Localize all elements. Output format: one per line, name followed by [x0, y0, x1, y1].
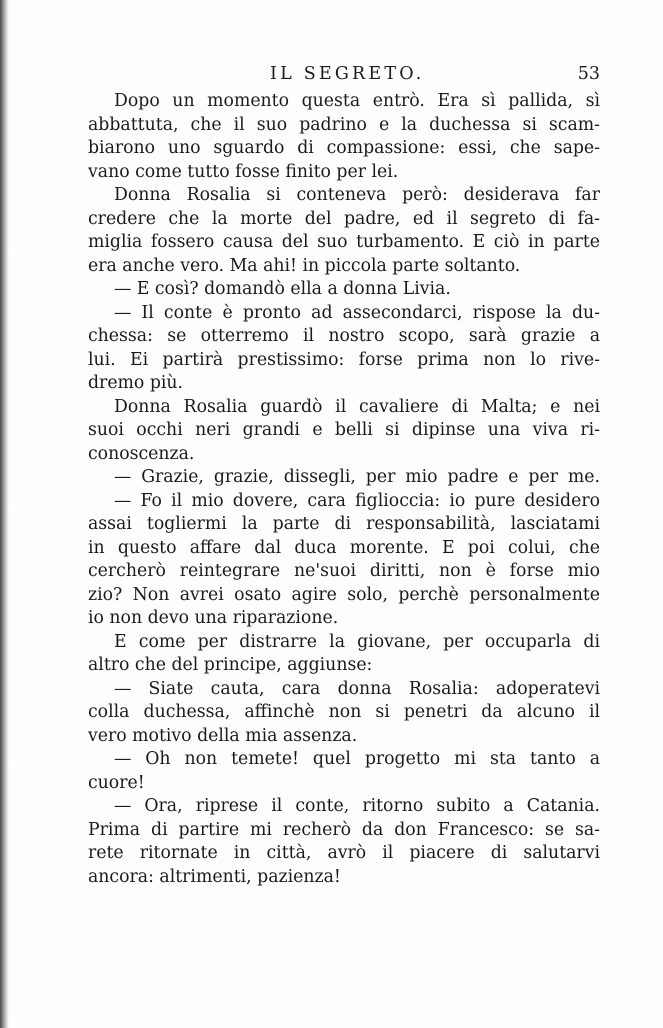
text-line: in questo affare dal duca morente. E poi colui, che	[88, 537, 600, 558]
text-line: — Grazie, grazie, dissegli, per mio padre e per me.	[114, 467, 600, 487]
text-line: vano come tutto fosse finito per lei.	[88, 161, 399, 182]
text-line: miglia fossero causa del suo turbamento. E ciò in parte	[88, 232, 600, 252]
text-line: io non devo una riparazione.	[88, 608, 339, 628]
text-line: E come per distrarre la giovane, per occuparla di	[114, 631, 600, 652]
text-line: abbattuta, che il suo padrino e la duchessa si scam-	[88, 114, 600, 135]
text-line: — Siate cauta, cara donna Rosalia: adoperatevi	[114, 678, 600, 699]
text-line: conoscenza.	[88, 443, 195, 464]
text-line: rete ritornate in città, avrò il piacere di salutarvi	[88, 843, 600, 863]
text-line: ancora: altrimenti, pazienza!	[88, 866, 341, 887]
text-line: biarono uno sguardo di compassione: essi, che sape-	[88, 138, 600, 158]
text-line: — Fo il mio dovere, cara figlioccia: io pure desidero	[114, 490, 600, 511]
text-line: — E così? domandò ella a donna Livia.	[114, 279, 451, 299]
text-line: Donna Rosalia guardò il cavaliere di Malta; e nei	[114, 396, 600, 417]
text-line: — Il conte è pronto ad assecondarci, rispose la du-	[114, 302, 600, 323]
text-line: era anche vero. Ma ahi! in piccola parte soltanto.	[88, 255, 521, 276]
text-line: lui. Ei partirà prestissimo: forse prima non lo rive-	[88, 349, 600, 370]
page-header	[88, 61, 600, 87]
text-line: cuore!	[88, 772, 145, 793]
body-text	[88, 90, 600, 889]
page-binding-edge	[0, 0, 9, 1028]
text-line: Donna Rosalia si conteneva però: desiderava far	[114, 185, 600, 205]
text-line: chessa: se otterremo il nostro scopo, sarà grazie a	[88, 326, 600, 346]
running-title: IL SEGRETO.	[270, 64, 425, 84]
text-line: zio? Non avrei osato agire solo, perchè personalmente	[88, 584, 600, 605]
text-line: cercherò reintegrare ne'suoi diritti, non è forse mio	[88, 561, 600, 581]
text-line: Dopo un momento questa entrò. Era sì pallida, sì	[114, 91, 600, 111]
text-line: — Oh non temete! quel progetto mi sta tanto a	[114, 749, 600, 769]
text-line: credere che la morte del padre, ed il segreto di fa-	[88, 208, 600, 229]
text-line: suoi occhi neri grandi e belli si dipinse una viva ri-	[88, 420, 600, 440]
text-line: vero motivo della mia assenza.	[88, 725, 358, 746]
text-line: assai togliermi la parte di responsabilità, lasciatami	[88, 514, 600, 534]
text-line: colla duchessa, affinchè non si penetri da alcuno il	[88, 702, 600, 722]
text-line: dremo più.	[88, 373, 184, 393]
text-line: altro che del principe, aggiunse:	[88, 655, 373, 675]
text-line: Prima di partire mi recherò da don Francesco: se sa-	[88, 819, 600, 840]
page-number: 53	[577, 64, 600, 84]
text-line: — Ora, riprese il conte, ritorno subito a Catania.	[114, 796, 600, 816]
